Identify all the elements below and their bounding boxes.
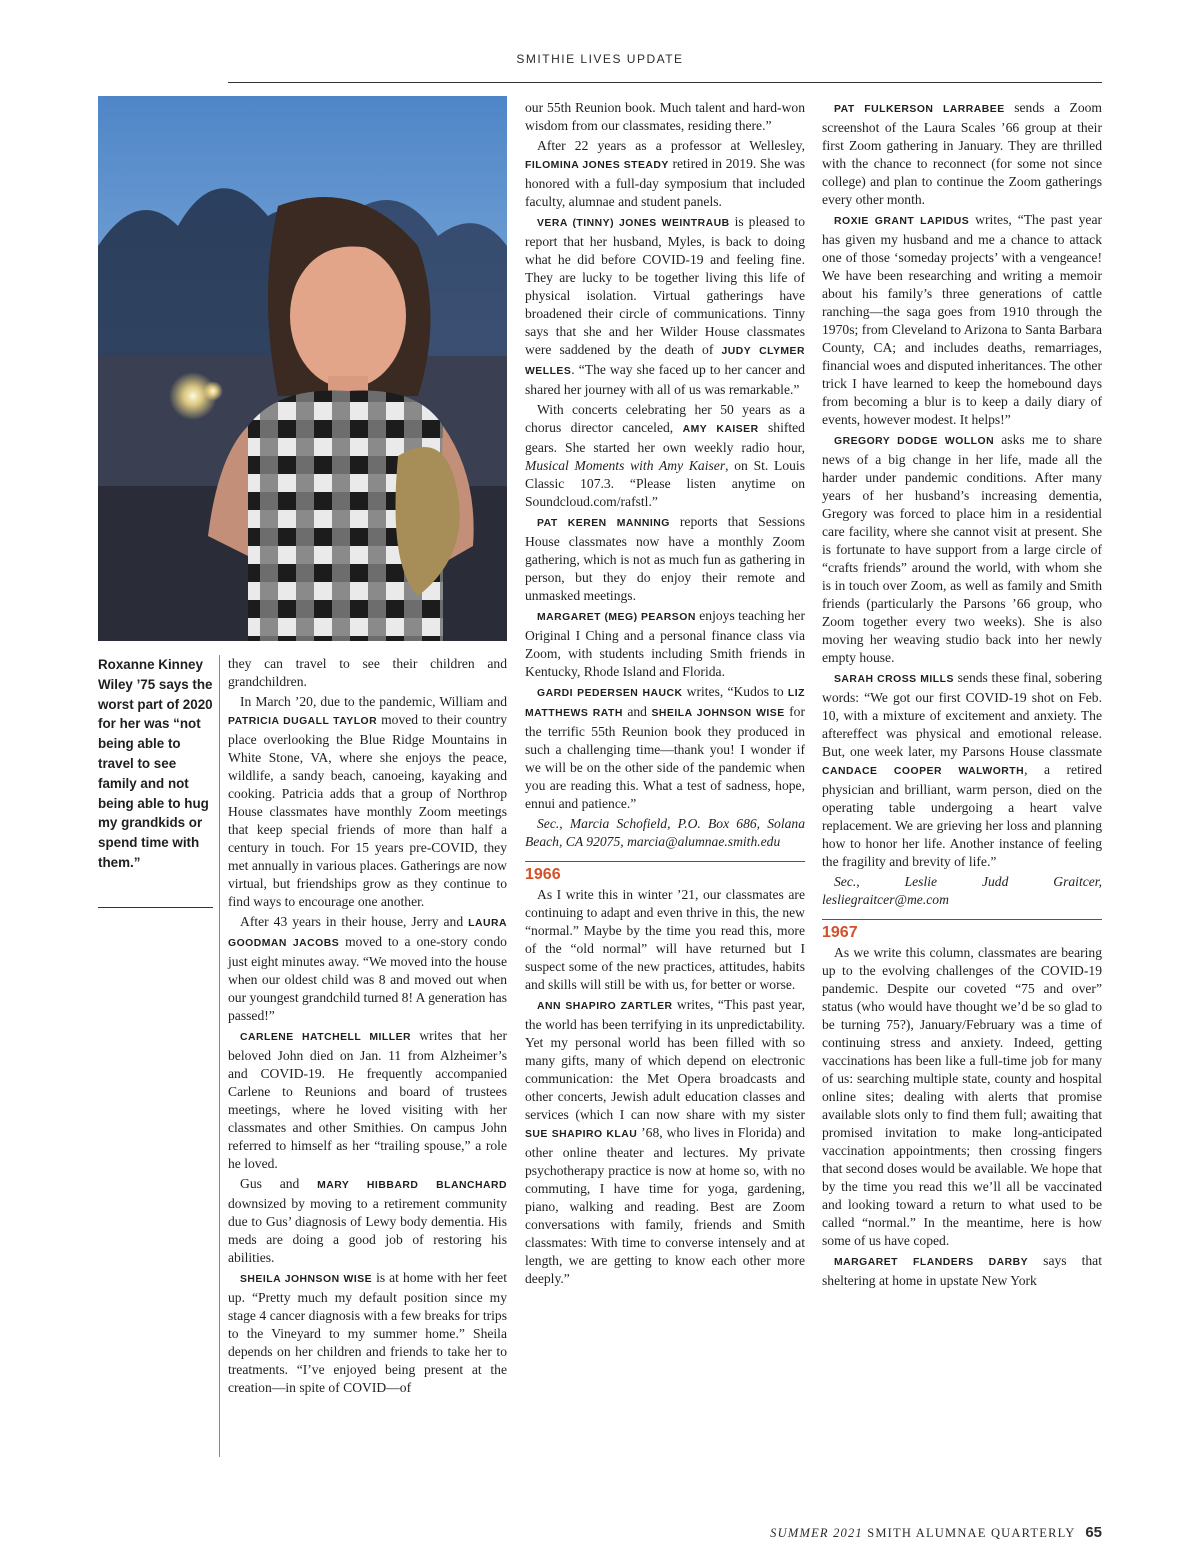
- classmate-name: SARAH CROSS MILLS: [834, 674, 954, 685]
- publication-name: SMITH ALUMNAE QUARTERLY: [867, 1526, 1075, 1540]
- paragraph: ANN SHAPIRO ZARTLER writes, “This past year, the world has been terrifying in its unpredictability. Yet my personal world has been filled with so many gifts, many of which depend on electronic communication: the Met Opera broadcasts and other concerts, Jewish adult education classes and services (which I can now share with my sister SUE SHAPIRO KLAU ’68, who lives in Florida) and other online theater and lectures. My private psychotherapy practice is now at home so, with no commuting, I have time for yoga, gardening, piano, walking and reading. Best are Zoom conversations with family, friends and Smith classmates: With time to converse intensely and at length, we are getting to know each other more deeply.”: [525, 997, 806, 1286]
- page-footer: [770, 1524, 1102, 1541]
- paragraph: ROXIE GRANT LAPIDUS writes, “The past year has given my husband and me a chance to attack one of those ‘someday projects’ with a vengeance! We have been researching and writing a memoir about his family’s three generations of cattle ranching—the saga goes from 1910 through the 1970s; from Cleveland to Arizona to Santa Barbara County, CA; and includes deaths, remarriages, financial woes and disputed inheritances. The other trick I have learned to keep the homebound days from becoming a blur is to keep a daily diary of events, however modest. It helps!”: [822, 212, 1103, 427]
- classmate-name: PATRICIA DUGALL TAYLOR: [228, 716, 378, 727]
- classmate-name: SUE SHAPIRO KLAU: [525, 1129, 638, 1140]
- paragraph: Gus and MARY HIBBARD BLANCHARD downsized by moving to a retirement community due to Gus’ diagnosis of Lewy body dementia. His meds are doing a good job of restoring his abilities.: [228, 1176, 507, 1265]
- issue-date: SUMMER 2021: [770, 1526, 863, 1540]
- page-number: 65: [1085, 1524, 1102, 1541]
- paragraph: PAT KEREN MANNING reports that Sessions House classmates now have a monthly Zoom gathering, which is not as much fun as gathering in person, but they do enjoy their remote and unmasked meetings.: [525, 514, 805, 603]
- text-column-3: [822, 99, 1102, 1292]
- classmate-name: GREGORY DODGE WOLLON: [834, 436, 995, 447]
- paragraph: SARAH CROSS MILLS sends these final, sobering words: “We got our first COVID-19 shot on Feb. 10, with a mixture of excitement and anxiety. The aftereffect was physical and emotional release. But, one week later, my Parsons House classmate CANDACE COOPER WALWORTH, a retired physician and brilliant, warm person, died on the operating table undergoing a heart valve replacement. We are grieving her loss and planning how to honor her life. Another instance of feeling the fragility and brevity of life.”: [822, 670, 1102, 869]
- paragraph: With concerts celebrating her 50 years as a chorus director canceled, AMY KAISER shifted gears. She started her own weekly radio hour, Musical Moments with Amy Kaiser, on St. Louis Classic 107.3. “Please listen anytime on Soundcloud.com/rafstl.”: [525, 402, 805, 509]
- classmate-name: LIZ MATTHEWS RATH: [525, 688, 805, 719]
- paragraph: GREGORY DODGE WOLLON asks me to share news of a big change in her life, made all the harder under pandemic conditions. After many years of her husband’s increasing dementia, Gregory was forced to place him in a residential care facility, where she cannot visit at present. She is fortunate to have support from a large circle of “crafts friends” around the world, with whom she is in touch over Zoom, as well as family and Smith friends (particularly the Parsons ’66 group, who Zoom together every two weeks). She is also moving her weaving studio back into her newly empty house.: [822, 432, 1102, 665]
- classmate-name: ROXIE GRANT LAPIDUS: [834, 216, 970, 227]
- classmate-name: MARGARET (MEG) PEARSON: [537, 612, 696, 623]
- paragraph: As we write this column, classmates are bearing up to the evolving challenges of the COVID-19 pandemic. Despite our coveted “75 and over” status (who would have thought we’d be so glad to be turning 75?), January/February was a time of continuing stress and anxiety. Indeed, getting vaccinations has been like a full-time job for many of us: searching multiple state, county and hospital online sites; dealing with alerts that promise available slots only to find them full; awaiting that promised invitation to make long-anticipated vaccination appointments; then crossing fingers that second doses would be available. We hope that by the time you read this we’ll all be vaccinated and looking toward a return to what used to be called “normal.” In the meantime, here is how some of us have coped.: [822, 945, 1102, 1248]
- classmate-name: FILOMINA JONES STEADY: [525, 160, 669, 171]
- classmate-name: SHEILA JOHNSON WISE: [651, 708, 785, 719]
- photo-caption: Roxanne Kinney Wiley ’75 says the worst part of 2020 for her was “not being able to travel to see family and not being able to hug my grandkids or spend time with them.”: [98, 657, 213, 870]
- paragraph: they can travel to see their children and grandchildren.: [228, 656, 507, 689]
- class-year-heading: 1967: [822, 919, 1102, 942]
- classmate-name: JUDY CLYMER WELLES: [525, 346, 805, 377]
- paragraph: After 22 years as a professor at Wellesley, FILOMINA JONES STEADY retired in 2019. She was honored with a full-day symposium that included faculty, alumnae and student panels.: [525, 138, 806, 209]
- paragraph: MARGARET FLANDERS DARBY says that sheltering at home in upstate New York: [822, 1253, 1102, 1288]
- paragraph: our 55th Reunion book. Much talent and hard-won wisdom from our classmates, residing there.”: [525, 100, 805, 133]
- paragraph: CARLENE HATCHELL MILLER writes that her beloved John died on Jan. 11 from Alzheimer’s and COVID-19. He frequently accompanied Carlene to Reunions and board of trustees meetings, where he loved visiting with her classmates and other Smithies. On campus John referred to himself as her “trailing spouse,” a role he loved.: [228, 1028, 507, 1171]
- classmate-name: AMY KAISER: [682, 424, 759, 435]
- header-rule: [228, 82, 1102, 83]
- text-column-1: [228, 655, 507, 1399]
- classmate-name: ANN SHAPIRO ZARTLER: [537, 1001, 673, 1012]
- class-secretary: Sec., Leslie Judd Graitcer, lesliegraitcer@me.com: [822, 874, 1102, 907]
- text-column-2: [525, 99, 805, 1290]
- radio-show-title: Musical Moments with Amy Kaiser: [525, 458, 726, 473]
- class-year-heading: 1966: [525, 861, 805, 884]
- paragraph: MARGARET (MEG) PEARSON enjoys teaching her Original I Ching and a personal finance class via Zoom, with students including Smith friends in Kentucky, Rhode Island and Florida.: [525, 608, 805, 679]
- classmate-name: VERA (TINNY) JONES WEINTRAUB: [537, 218, 730, 229]
- classmate-name: GARDI PEDERSEN HAUCK: [537, 688, 683, 699]
- classmate-name: SHEILA JOHNSON WISE: [240, 1274, 373, 1285]
- classmate-name: MARGARET FLANDERS DARBY: [834, 1257, 1029, 1268]
- class-secretary: Sec., Marcia Schofield, P.O. Box 686, Solana Beach, CA 92075, marcia@alumnae.smith.edu: [525, 816, 805, 849]
- classmate-name: LAURA GOODMAN JACOBS: [228, 918, 507, 949]
- paragraph: VERA (TINNY) JONES WEINTRAUB is pleased to report that her husband, Myles, is back to doing what he did before COVID-19 and feeling fine. They are lucky to be together living this life of physical isolation. Virtual gatherings have broadened their circle of communications. Tinny says that she and her Wilder House classmates were saddened by the death of JUDY CLYMER WELLES. “The way she faced up to her cancer and shared her journey with all of us was remarkable.”: [525, 214, 805, 397]
- classmate-name: PAT FULKERSON LARRABEE: [834, 104, 1005, 115]
- paragraph: In March ’20, due to the pandemic, William and PATRICIA DUGALL TAYLOR moved to their country place overlooking the Blue Ridge Mountains in White Stone, VA, where she enjoys the peace, wildlife, a sandy beach, canoeing, kayaking and cooking. Patricia adds that a group of Northrop House classmates have monthly Zoom meetings that keep special friends of more than half a century in touch. For 15 years pre-COVID, they met annually in various places. Gatherings are now virtual, but friendships grow as they continue to find ways to encourage one another.: [228, 694, 508, 909]
- paragraph: PAT FULKERSON LARRABEE sends a Zoom screenshot of the Laura Scales ’66 group at their first Zoom gathering in January. They are thrilled with the chance to reconnect (for some not since college) and plan to continue the Zoom gatherings every other month.: [822, 100, 1102, 207]
- column-rule: [219, 655, 220, 1457]
- caption-rule: [98, 907, 213, 908]
- classmate-name: MARY HIBBARD BLANCHARD: [317, 1180, 507, 1191]
- paragraph: As I write this in winter ’21, our classmates are continuing to adapt and even thrive in this, the new “normal.” Maybe by the time you read this, more of the “old normal” will have returned but I suspect some of the new practices, attitudes, habits and skills will still be with us, for better or worse.: [525, 887, 805, 992]
- classmate-name: CARLENE HATCHELL MILLER: [240, 1032, 412, 1043]
- classmate-name: PAT KEREN MANNING: [537, 518, 670, 529]
- paragraph: SHEILA JOHNSON WISE is at home with her feet up. “Pretty much my default position since my stage 4 cancer diagnosis with a few breaks for trips to the Vineyard to my summer home.” Sheila depends on her children and friends to take her to treatments. “I’ve enjoyed being present at the creation—in spite of COVID—of: [228, 1270, 507, 1395]
- paragraph: After 43 years in their house, Jerry and LAURA GOODMAN JACOBS moved to a one-story condo just eight minutes away. “We moved into the house when our oldest child was 8 and moved out when our youngest grandchild turned 8! A generation has passed!”: [228, 914, 507, 1023]
- section-header: SMITHIE LIVES UPDATE: [516, 52, 684, 66]
- paragraph: GARDI PEDERSEN HAUCK writes, “Kudos to LIZ MATTHEWS RATH and SHEILA JOHNSON WISE for the terrific 55th Reunion book they produced in such a challenging time—thank you! I wonder if we will be on the other side of the pandemic when you are reading this. What a test of sadness, hope, ennui and patience.”: [525, 684, 805, 811]
- classmate-name: CANDACE COOPER WALWORTH: [822, 766, 1025, 777]
- portrait-photo: [98, 96, 507, 641]
